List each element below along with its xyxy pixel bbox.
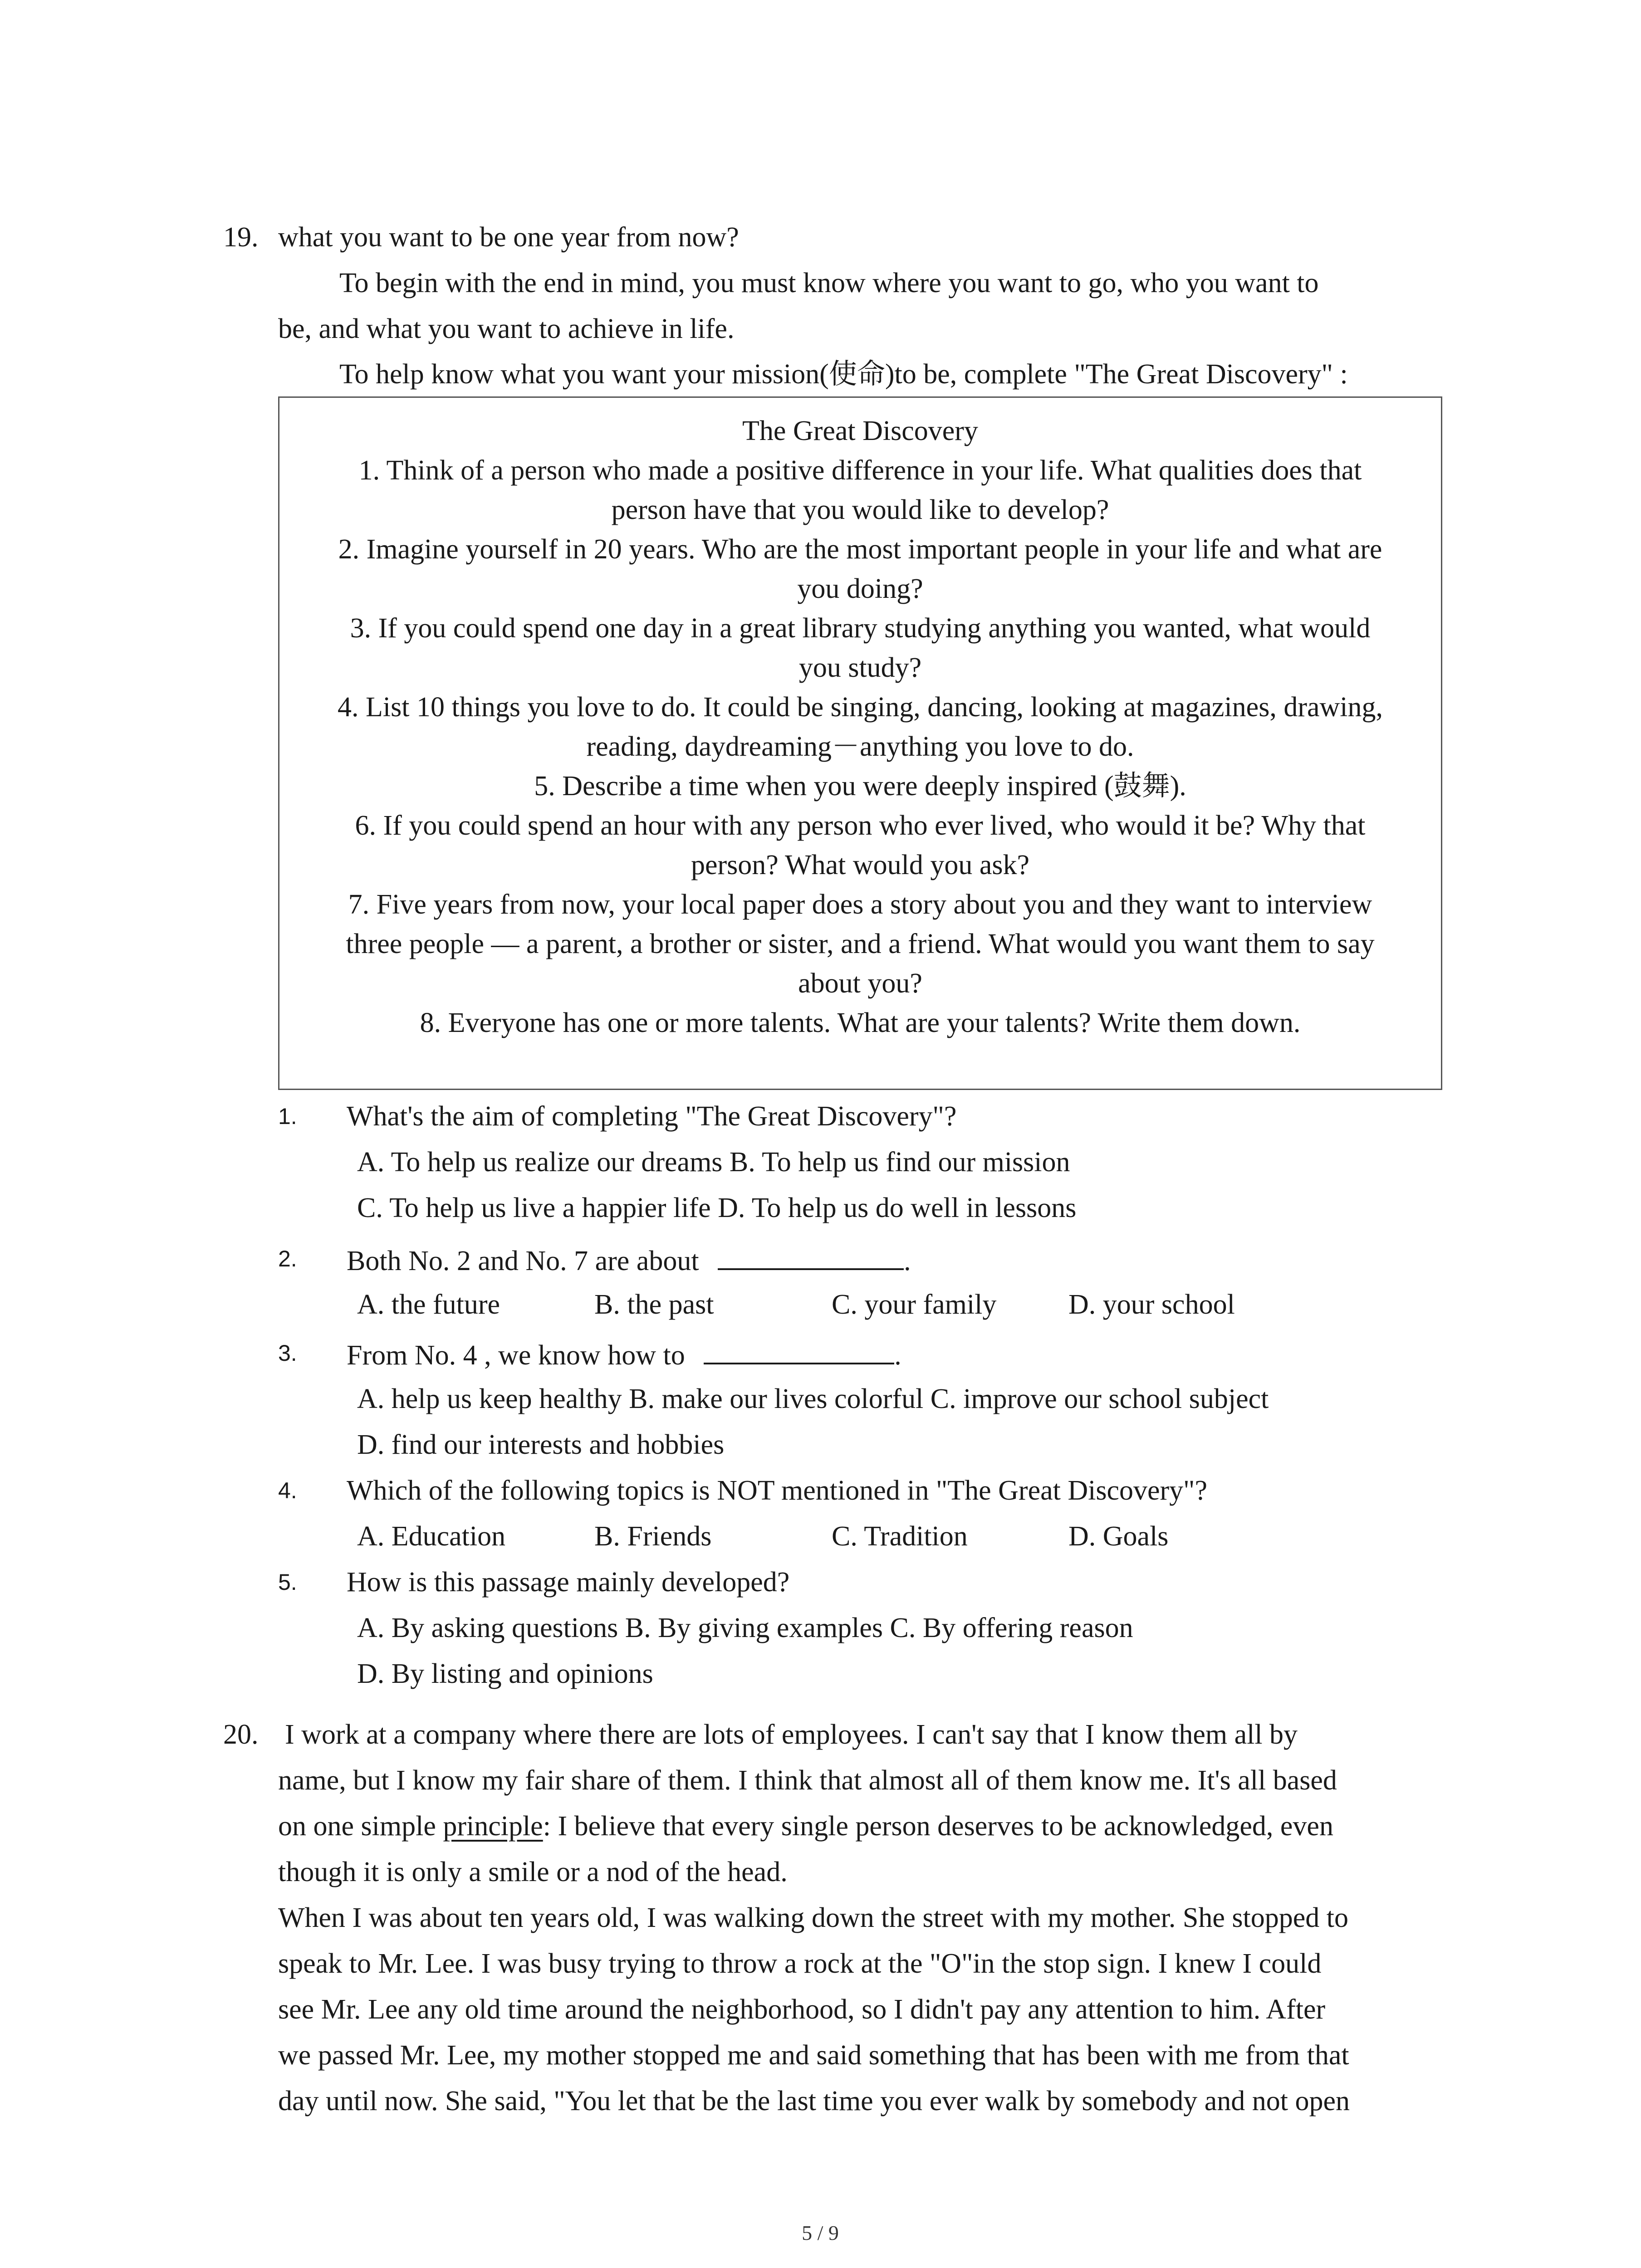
option-b[interactable]: B. Friends bbox=[594, 1521, 712, 1552]
subquestion-4-number: 4. bbox=[278, 1478, 297, 1503]
q20-line-1: I work at a company where there are lots of employees. I can't say that I know them all by bbox=[285, 1719, 1298, 1750]
subquestion-4-stem: Which of the following topics is NOT mentioned in "The Great Discovery"? bbox=[347, 1475, 1207, 1506]
subquestion-1-options-line-1[interactable]: A. To help us realize our dreams B. To help us find our mission bbox=[357, 1147, 1070, 1178]
discovery-line: you doing? bbox=[797, 573, 923, 604]
stem-period: . bbox=[894, 1340, 901, 1371]
subquestion-3-stem-text: From No. 4 , we know how to bbox=[347, 1340, 685, 1371]
question-19-title: what you want to be one year from now? bbox=[278, 222, 739, 253]
discovery-line: reading, daydreaming－anything you love to do. bbox=[586, 731, 1134, 762]
subquestion-2-stem bbox=[347, 1245, 911, 1275]
option-d[interactable]: D. Goals bbox=[1068, 1521, 1169, 1552]
stem-period: . bbox=[904, 1246, 911, 1276]
subquestion-3-options-line-1[interactable]: A. help us keep healthy B. make our lives colorful C. improve our school subject bbox=[357, 1383, 1269, 1414]
subquestion-5-stem: How is this passage mainly developed? bbox=[347, 1567, 790, 1598]
q20-line-3-end: : I believe that every single person deserves to be acknowledged, even bbox=[543, 1811, 1333, 1842]
subquestion-3-options-line-2[interactable]: D. find our interests and hobbies bbox=[357, 1429, 725, 1460]
subquestion-5-options-line-2[interactable]: D. By listing and opinions bbox=[357, 1658, 653, 1689]
discovery-line: three people — a parent, a brother or sister, and a friend. What would you want them to say bbox=[346, 929, 1375, 959]
subquestion-2-number: 2. bbox=[278, 1246, 297, 1271]
q20-line-2: name, but I know my fair share of them. I think that almost all of them know me. It's all based bbox=[278, 1765, 1337, 1796]
great-discovery-title: The Great Discovery bbox=[742, 415, 978, 446]
question-20-number: 20. bbox=[223, 1719, 259, 1750]
subquestion-5-options-line-1[interactable]: A. By asking questions B. By giving examples C. By offering reason bbox=[357, 1613, 1133, 1643]
discovery-line: 7. Five years from now, your local paper does a story about you and they want to interview bbox=[348, 889, 1372, 920]
option-c[interactable]: C. your family bbox=[832, 1289, 997, 1320]
question-19-number: 19. bbox=[223, 222, 259, 253]
discovery-line: about you? bbox=[798, 968, 922, 999]
discovery-line: 3. If you could spend one day in a great library studying anything you wanted, what would bbox=[350, 613, 1371, 644]
page-number: 5 / 9 bbox=[802, 2221, 839, 2244]
q20-line-9: day until now. She said, "You let that be the last time you ever walk by somebody and not open bbox=[278, 2086, 1350, 2116]
option-c[interactable]: C. Tradition bbox=[832, 1521, 968, 1552]
subquestion-1-number: 1. bbox=[278, 1104, 297, 1129]
discovery-line: 6. If you could spend an hour with any person who ever lived, who would it be? Why that bbox=[355, 810, 1366, 841]
q20-line-4: though it is only a smile or a nod of the head. bbox=[278, 1857, 788, 1887]
discovery-line: 2. Imagine yourself in 20 years. Who are the most important people in your life and what are bbox=[338, 534, 1382, 565]
option-a[interactable]: A. the future bbox=[357, 1289, 500, 1320]
discovery-line: you study? bbox=[798, 652, 922, 683]
discovery-line: 8. Everyone has one or more talents. What are your talents? Write them down. bbox=[420, 1007, 1301, 1038]
q19-paragraph-1-line-1: To begin with the end in mind, you must know where you want to go, who you want to bbox=[339, 268, 1319, 298]
option-a[interactable]: A. Education bbox=[357, 1521, 506, 1552]
subquestion-1-stem: What's the aim of completing "The Great Discovery"? bbox=[347, 1101, 957, 1132]
subquestion-3-stem bbox=[347, 1339, 901, 1369]
q20-line-6: speak to Mr. Lee. I was busy trying to throw a rock at the "O"in the stop sign. I knew I could bbox=[278, 1948, 1322, 1979]
subquestion-1-options-line-2[interactable]: C. To help us live a happier life D. To help us do well in lessons bbox=[357, 1193, 1077, 1223]
discovery-line: person? What would you ask? bbox=[691, 850, 1030, 880]
q20-line-3-start: on one simple bbox=[278, 1811, 443, 1842]
q19-paragraph-1-line-2: be, and what you want to achieve in life. bbox=[278, 313, 735, 344]
discovery-line: 1. Think of a person who made a positive difference in your life. What qualities does that bbox=[358, 455, 1362, 486]
q20-line-3 bbox=[278, 1812, 1333, 1840]
q20-line-5: When I was about ten years old, I was walking down the street with my mother. She stopped to bbox=[278, 1902, 1348, 1933]
q20-line-8: we passed Mr. Lee, my mother stopped me and said something that has been with me from that bbox=[278, 2040, 1349, 2071]
q19-paragraph-2: To help know what you want your mission(使命)to be, complete "The Great Discovery" : bbox=[339, 359, 1348, 390]
subquestion-3-number: 3. bbox=[278, 1340, 297, 1366]
answer-blank[interactable] bbox=[718, 1245, 904, 1270]
discovery-line: person have that you would like to develop? bbox=[611, 494, 1109, 525]
discovery-line: 5. Describe a time when you were deeply inspired (鼓舞). bbox=[534, 771, 1186, 802]
answer-blank[interactable] bbox=[704, 1339, 894, 1364]
option-b[interactable]: B. the past bbox=[594, 1289, 714, 1320]
subquestion-5-number: 5. bbox=[278, 1569, 297, 1595]
option-d[interactable]: D. your school bbox=[1068, 1289, 1235, 1320]
discovery-line: 4. List 10 things you love to do. It could be singing, dancing, looking at magazines, drawing, bbox=[338, 692, 1383, 723]
q20-line-7: see Mr. Lee any old time around the neighborhood, so I didn't pay any attention to him. After bbox=[278, 1994, 1326, 2025]
underlined-word-principle: principle bbox=[443, 1811, 543, 1842]
great-discovery-box bbox=[278, 396, 1442, 1090]
subquestion-2-stem-text: Both No. 2 and No. 7 are about bbox=[347, 1246, 699, 1276]
